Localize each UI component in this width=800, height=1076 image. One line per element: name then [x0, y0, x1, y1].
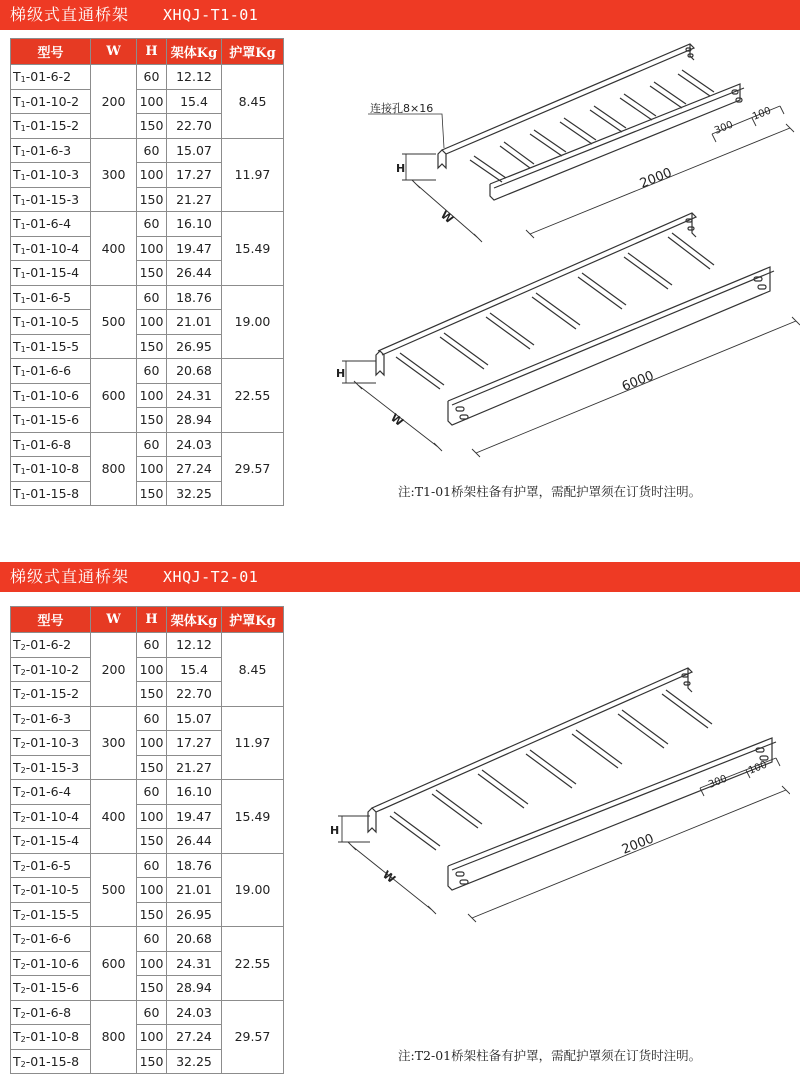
- model-prefix: T: [13, 69, 21, 85]
- frame-weight-cell: 32.25: [167, 481, 222, 506]
- header-h: H: [137, 39, 167, 65]
- model-code: -01-6-8: [25, 436, 72, 452]
- model-prefix: T: [13, 1053, 21, 1069]
- header-frame-kg: 架体Kg: [167, 607, 222, 633]
- height-cell: 60: [137, 1000, 167, 1025]
- dim-300-label: 300: [707, 773, 729, 791]
- height-cell: 60: [137, 65, 167, 90]
- cover-weight-cell: 11.97: [222, 706, 284, 780]
- model-prefix: T: [13, 1029, 21, 1045]
- header-cover-kg: 护罩Kg: [222, 607, 284, 633]
- frame-weight-cell: 18.76: [167, 853, 222, 878]
- model-subscript: 2: [20, 814, 26, 824]
- note-1: [398, 482, 701, 500]
- model-code: -01-15-6: [25, 412, 80, 428]
- model-subscript: 1: [20, 173, 26, 183]
- table-row: [11, 359, 284, 384]
- model-prefix: T: [13, 857, 21, 873]
- cover-weight-cell: 8.45: [222, 65, 284, 139]
- model-subscript: 2: [20, 1059, 26, 1069]
- model-prefix: T: [13, 759, 21, 775]
- width-cell: 200: [91, 65, 137, 139]
- section-banner-1: [0, 0, 800, 30]
- frame-weight-cell: 12.12: [167, 633, 222, 658]
- dim-length-label: 2000: [637, 165, 675, 192]
- model-cell: [11, 114, 91, 139]
- height-cell: 60: [137, 285, 167, 310]
- section-title: 梯级式直通桥架: [10, 567, 130, 586]
- model-subscript: 2: [20, 912, 26, 922]
- frame-weight-cell: 22.70: [167, 114, 222, 139]
- model-prefix: T: [13, 833, 21, 849]
- header-frame-kg: 架体Kg: [167, 39, 222, 65]
- note-text: 注:T1-01桥架柱备有护罩，需配护罩须在订货时注明。: [398, 484, 702, 499]
- cover-weight-cell: 8.45: [222, 633, 284, 707]
- height-cell: 100: [137, 951, 167, 976]
- model-cell: [11, 89, 91, 114]
- spec-table-1: [10, 38, 284, 506]
- model-cell: [11, 682, 91, 707]
- model-prefix: T: [13, 955, 21, 971]
- table-row: [11, 1000, 284, 1025]
- height-cell: 100: [137, 163, 167, 188]
- table-row: [11, 65, 284, 90]
- model-cell: [11, 657, 91, 682]
- model-subscript: 1: [20, 246, 26, 256]
- model-subscript: 2: [20, 716, 26, 726]
- model-cell: [11, 285, 91, 310]
- model-prefix: T: [13, 240, 21, 256]
- model-prefix: T: [13, 93, 21, 109]
- cover-weight-cell: 22.55: [222, 359, 284, 433]
- cover-weight-cell: 22.55: [222, 927, 284, 1001]
- section-code: XHQJ-T1-01: [163, 6, 259, 24]
- dim-h-label: H: [330, 824, 340, 837]
- model-subscript: 2: [20, 937, 26, 947]
- table-row: [11, 780, 284, 805]
- model-cell: [11, 633, 91, 658]
- cover-weight-cell: 29.57: [222, 1000, 284, 1074]
- model-cell: [11, 187, 91, 212]
- model-code: -01-15-6: [25, 980, 80, 996]
- model-subscript: 2: [20, 863, 26, 873]
- model-code: -01-10-6: [25, 387, 80, 403]
- model-prefix: T: [13, 686, 21, 702]
- section-banner-2: [0, 562, 800, 592]
- model-subscript: 1: [20, 344, 26, 354]
- model-code: -01-15-5: [25, 338, 80, 354]
- model-subscript: 1: [20, 295, 26, 305]
- model-subscript: 2: [20, 667, 26, 677]
- model-cell: [11, 731, 91, 756]
- frame-weight-cell: 20.68: [167, 359, 222, 384]
- model-prefix: T: [13, 191, 21, 207]
- table-row: [11, 706, 284, 731]
- model-code: -01-10-3: [25, 735, 80, 751]
- model-subscript: 2: [20, 986, 26, 996]
- cover-weight-cell: 19.00: [222, 853, 284, 927]
- cover-weight-cell: 15.49: [222, 212, 284, 286]
- model-subscript: 2: [20, 765, 26, 775]
- model-subscript: 2: [20, 1035, 26, 1045]
- dim-length-label: 2000: [619, 831, 657, 858]
- model-prefix: T: [13, 808, 21, 824]
- model-cell: [11, 902, 91, 927]
- frame-weight-cell: 16.10: [167, 212, 222, 237]
- model-code: -01-15-2: [25, 118, 80, 134]
- model-prefix: T: [13, 882, 21, 898]
- frame-weight-cell: 17.27: [167, 163, 222, 188]
- header-w: W: [91, 39, 137, 65]
- model-prefix: T: [13, 637, 21, 653]
- model-subscript: 2: [20, 692, 26, 702]
- model-subscript: 1: [20, 148, 26, 158]
- dim-100-label: 100: [751, 105, 773, 123]
- hole-label: 连接孔8×16: [370, 102, 434, 115]
- model-code: -01-15-8: [25, 485, 80, 501]
- model-subscript: 2: [20, 888, 26, 898]
- height-cell: 100: [137, 657, 167, 682]
- height-cell: 60: [137, 780, 167, 805]
- frame-weight-cell: 15.07: [167, 706, 222, 731]
- frame-weight-cell: 21.27: [167, 187, 222, 212]
- model-subscript: 2: [20, 839, 26, 849]
- header-model: 型号: [11, 607, 91, 633]
- height-cell: 150: [137, 902, 167, 927]
- frame-weight-cell: 26.95: [167, 334, 222, 359]
- model-subscript: 2: [20, 790, 26, 800]
- cover-weight-cell: 29.57: [222, 432, 284, 506]
- frame-weight-cell: 19.47: [167, 236, 222, 261]
- width-cell: 300: [91, 138, 137, 212]
- height-cell: 100: [137, 457, 167, 482]
- height-cell: 60: [137, 853, 167, 878]
- model-prefix: T: [13, 167, 21, 183]
- height-cell: 150: [137, 976, 167, 1001]
- model-code: -01-10-8: [25, 461, 80, 477]
- model-code: -01-10-6: [25, 955, 80, 971]
- frame-weight-cell: 27.24: [167, 457, 222, 482]
- note-2: [398, 1046, 701, 1064]
- model-prefix: T: [13, 1004, 21, 1020]
- model-prefix: T: [13, 387, 21, 403]
- dim-w-label: W: [438, 208, 456, 227]
- ladder-drawing-2000-t2: [320, 660, 790, 930]
- header-h: H: [137, 607, 167, 633]
- model-cell: [11, 334, 91, 359]
- header-model: 型号: [11, 39, 91, 65]
- header-w: W: [91, 607, 137, 633]
- frame-weight-cell: 17.27: [167, 731, 222, 756]
- frame-weight-cell: 27.24: [167, 1025, 222, 1050]
- model-subscript: 2: [20, 1010, 26, 1020]
- frame-weight-cell: 12.12: [167, 65, 222, 90]
- frame-weight-cell: 21.27: [167, 755, 222, 780]
- model-cell: [11, 236, 91, 261]
- model-prefix: T: [13, 436, 21, 452]
- model-cell: [11, 1049, 91, 1074]
- table-row: [11, 633, 284, 658]
- model-prefix: T: [13, 314, 21, 330]
- height-cell: 150: [137, 114, 167, 139]
- model-code: -01-6-3: [25, 142, 72, 158]
- model-prefix: T: [13, 906, 21, 922]
- frame-weight-cell: 21.01: [167, 878, 222, 903]
- dim-length-label: 6000: [619, 368, 657, 395]
- width-cell: 400: [91, 780, 137, 854]
- model-prefix: T: [13, 735, 21, 751]
- height-cell: 60: [137, 927, 167, 952]
- spec-table-2: [10, 606, 284, 1074]
- model-cell: [11, 878, 91, 903]
- model-subscript: 1: [20, 369, 26, 379]
- model-cell: [11, 780, 91, 805]
- model-cell: [11, 432, 91, 457]
- model-cell: [11, 829, 91, 854]
- model-subscript: 1: [20, 418, 26, 428]
- model-cell: [11, 212, 91, 237]
- height-cell: 60: [137, 212, 167, 237]
- dim-w-label: W: [380, 868, 398, 886]
- model-prefix: T: [13, 338, 21, 354]
- ladder-drawing-6000: [330, 205, 800, 460]
- dim-h-label: H: [336, 367, 346, 380]
- model-code: -01-10-2: [25, 661, 80, 677]
- model-code: -01-6-6: [25, 363, 72, 379]
- width-cell: 200: [91, 633, 137, 707]
- model-prefix: T: [13, 142, 21, 158]
- frame-weight-cell: 24.03: [167, 432, 222, 457]
- height-cell: 60: [137, 359, 167, 384]
- frame-weight-cell: 15.4: [167, 657, 222, 682]
- table-row: [11, 138, 284, 163]
- model-prefix: T: [13, 710, 21, 726]
- table-row: [11, 212, 284, 237]
- height-cell: 100: [137, 878, 167, 903]
- model-code: -01-6-8: [25, 1004, 72, 1020]
- model-cell: [11, 853, 91, 878]
- model-subscript: 1: [20, 467, 26, 477]
- model-code: -01-6-5: [25, 857, 72, 873]
- model-cell: [11, 383, 91, 408]
- width-cell: 400: [91, 212, 137, 286]
- frame-weight-cell: 24.31: [167, 383, 222, 408]
- height-cell: 150: [137, 481, 167, 506]
- cover-weight-cell: 11.97: [222, 138, 284, 212]
- width-cell: 800: [91, 432, 137, 506]
- model-cell: [11, 1000, 91, 1025]
- width-cell: 300: [91, 706, 137, 780]
- model-code: -01-15-4: [25, 833, 80, 849]
- cover-weight-cell: 15.49: [222, 780, 284, 854]
- model-code: -01-15-8: [25, 1053, 80, 1069]
- frame-weight-cell: 19.47: [167, 804, 222, 829]
- frame-weight-cell: 20.68: [167, 927, 222, 952]
- height-cell: 100: [137, 804, 167, 829]
- model-code: -01-10-4: [25, 240, 80, 256]
- model-cell: [11, 951, 91, 976]
- table-row: [11, 853, 284, 878]
- height-cell: 150: [137, 829, 167, 854]
- model-prefix: T: [13, 363, 21, 379]
- model-cell: [11, 310, 91, 335]
- model-subscript: 2: [20, 961, 26, 971]
- height-cell: 100: [137, 236, 167, 261]
- height-cell: 100: [137, 1025, 167, 1050]
- model-code: -01-6-2: [25, 637, 72, 653]
- table-row: [11, 927, 284, 952]
- model-cell: [11, 408, 91, 433]
- model-prefix: T: [13, 265, 21, 281]
- model-subscript: 1: [20, 442, 26, 452]
- model-prefix: T: [13, 661, 21, 677]
- model-subscript: 1: [20, 197, 26, 207]
- model-code: -01-15-2: [25, 686, 80, 702]
- model-cell: [11, 804, 91, 829]
- model-subscript: 1: [20, 491, 26, 501]
- width-cell: 500: [91, 853, 137, 927]
- dim-w-label: W: [388, 411, 406, 429]
- model-prefix: T: [13, 118, 21, 134]
- model-cell: [11, 138, 91, 163]
- model-code: -01-6-3: [25, 710, 72, 726]
- model-code: -01-10-5: [25, 314, 80, 330]
- model-cell: [11, 927, 91, 952]
- model-code: -01-15-4: [25, 265, 80, 281]
- width-cell: 500: [91, 285, 137, 359]
- model-code: -01-6-4: [25, 216, 72, 232]
- dim-100-label: 100: [747, 759, 769, 777]
- width-cell: 600: [91, 927, 137, 1001]
- width-cell: 800: [91, 1000, 137, 1074]
- model-cell: [11, 163, 91, 188]
- model-cell: [11, 65, 91, 90]
- note-text: 注:T2-01桥架柱备有护罩，需配护罩须在订货时注明。: [398, 1048, 702, 1063]
- frame-weight-cell: 18.76: [167, 285, 222, 310]
- height-cell: 100: [137, 310, 167, 335]
- model-code: -01-15-3: [25, 759, 80, 775]
- height-cell: 150: [137, 261, 167, 286]
- height-cell: 100: [137, 731, 167, 756]
- model-cell: [11, 261, 91, 286]
- height-cell: 100: [137, 89, 167, 114]
- model-subscript: 1: [20, 271, 26, 281]
- frame-weight-cell: 26.44: [167, 829, 222, 854]
- table-row: [11, 285, 284, 310]
- height-cell: 150: [137, 187, 167, 212]
- header-cover-kg: 护罩Kg: [222, 39, 284, 65]
- model-prefix: T: [13, 216, 21, 232]
- model-prefix: T: [13, 784, 21, 800]
- model-prefix: T: [13, 412, 21, 428]
- frame-weight-cell: 28.94: [167, 408, 222, 433]
- model-prefix: T: [13, 485, 21, 501]
- model-subscript: 1: [20, 99, 26, 109]
- height-cell: 100: [137, 383, 167, 408]
- width-cell: 600: [91, 359, 137, 433]
- model-prefix: T: [13, 461, 21, 477]
- frame-weight-cell: 15.07: [167, 138, 222, 163]
- model-cell: [11, 706, 91, 731]
- height-cell: 60: [137, 432, 167, 457]
- section-code: XHQJ-T2-01: [163, 568, 259, 586]
- model-prefix: T: [13, 289, 21, 305]
- frame-weight-cell: 24.31: [167, 951, 222, 976]
- dim-h-label: H: [396, 162, 406, 175]
- model-subscript: 2: [20, 741, 26, 751]
- model-code: -01-6-2: [25, 69, 72, 85]
- height-cell: 150: [137, 755, 167, 780]
- model-subscript: 2: [20, 643, 26, 653]
- frame-weight-cell: 32.25: [167, 1049, 222, 1074]
- frame-weight-cell: 26.44: [167, 261, 222, 286]
- model-cell: [11, 359, 91, 384]
- height-cell: 60: [137, 138, 167, 163]
- table-row: [11, 432, 284, 457]
- model-cell: [11, 976, 91, 1001]
- model-code: -01-10-5: [25, 882, 80, 898]
- model-prefix: T: [13, 931, 21, 947]
- model-code: -01-6-6: [25, 931, 72, 947]
- height-cell: 60: [137, 633, 167, 658]
- model-cell: [11, 457, 91, 482]
- model-cell: [11, 1025, 91, 1050]
- model-code: -01-10-3: [25, 167, 80, 183]
- height-cell: 150: [137, 682, 167, 707]
- model-code: -01-6-4: [25, 784, 72, 800]
- frame-weight-cell: 22.70: [167, 682, 222, 707]
- model-subscript: 1: [20, 393, 26, 403]
- dim-300-label: 300: [713, 119, 735, 137]
- model-code: -01-10-2: [25, 93, 80, 109]
- model-cell: [11, 481, 91, 506]
- model-subscript: 1: [20, 320, 26, 330]
- model-subscript: 1: [20, 124, 26, 134]
- frame-weight-cell: 26.95: [167, 902, 222, 927]
- model-subscript: 1: [20, 75, 26, 85]
- frame-weight-cell: 21.01: [167, 310, 222, 335]
- frame-weight-cell: 24.03: [167, 1000, 222, 1025]
- frame-weight-cell: 28.94: [167, 976, 222, 1001]
- model-code: -01-10-4: [25, 808, 80, 824]
- model-subscript: 1: [20, 222, 26, 232]
- height-cell: 150: [137, 334, 167, 359]
- model-code: -01-6-5: [25, 289, 72, 305]
- height-cell: 150: [137, 1049, 167, 1074]
- model-code: -01-15-5: [25, 906, 80, 922]
- frame-weight-cell: 15.4: [167, 89, 222, 114]
- model-cell: [11, 755, 91, 780]
- section-title: 梯级式直通桥架: [10, 5, 130, 24]
- frame-weight-cell: 16.10: [167, 780, 222, 805]
- model-prefix: T: [13, 980, 21, 996]
- cover-weight-cell: 19.00: [222, 285, 284, 359]
- height-cell: 60: [137, 706, 167, 731]
- height-cell: 150: [137, 408, 167, 433]
- model-code: -01-15-3: [25, 191, 80, 207]
- model-code: -01-10-8: [25, 1029, 80, 1045]
